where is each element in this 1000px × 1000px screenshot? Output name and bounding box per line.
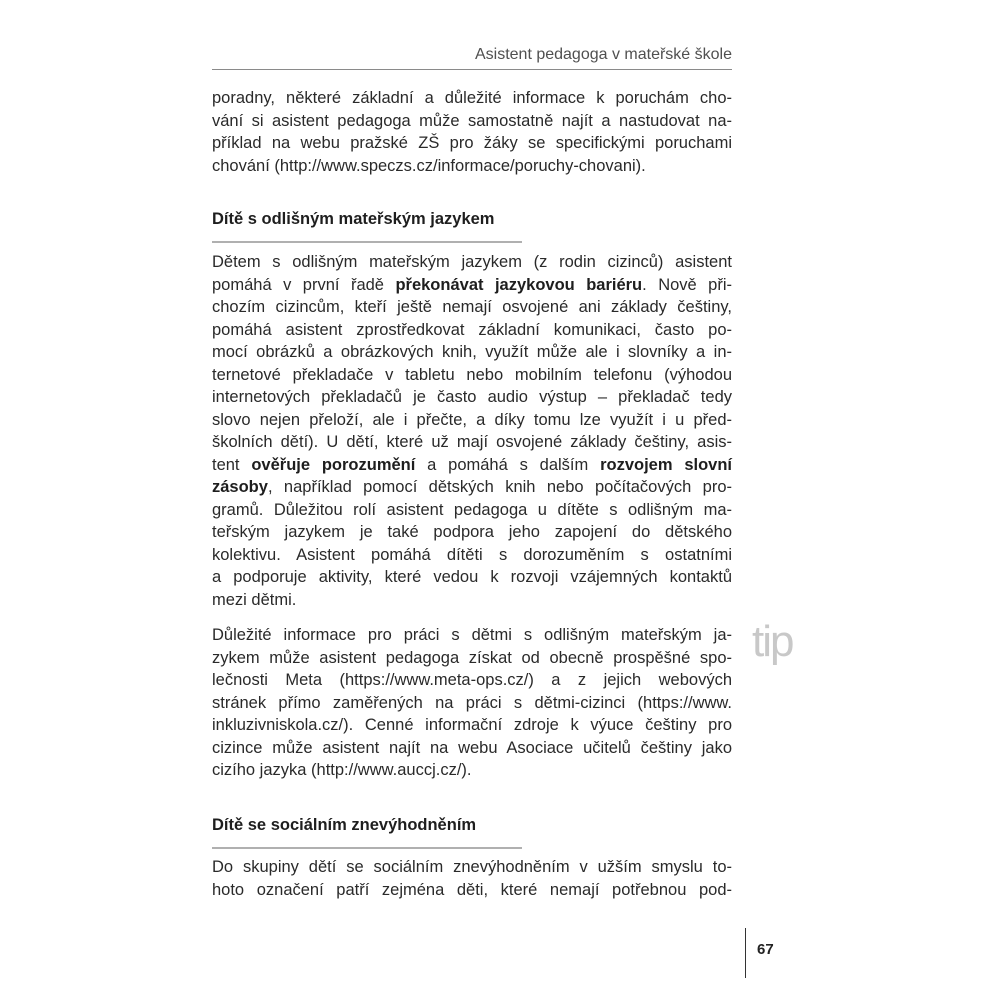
text-line: inkluzivniskola.cz/). Cenné informační zdroje k výuce češtiny pro [212,716,732,734]
text-line: cizince může asistent najít na webu Asociace učitelů češtiny jako [212,738,732,757]
text-line: gramů. Důležitou rolí asistent pedagoga u dítěte s odlišným ma- [212,500,732,519]
header-rule [212,69,732,70]
text-line: internetových překladačů je často audio výstup – překladač tedy [212,388,732,406]
text-line: zykem může asistent pedagoga získat od obecně prospěšné spo- [212,648,732,667]
text-segment: , například pomocí dětských knih nebo počítačových pro- [267,478,732,496]
text-segment: . Nově při- [642,275,733,294]
emphasis-text: překonávat jazykovou bariéru [395,275,643,294]
text-line [212,476,732,499]
text-line: Dětem s odlišným mateřským jazykem (z rodin cizinců) asistent [212,253,732,271]
paragraph [212,624,732,782]
heading-underline [212,241,522,243]
text-line: lečnosti Meta (https://www.meta-ops.cz/) a z jejich webových [212,671,732,689]
emphasis-text: rozvojem slovní [600,455,733,474]
text-line [212,274,732,297]
running-title: Asistent pedagoga v mateřské škole [474,46,732,63]
emphasis-text: ověřuje porozumění [251,455,416,474]
text-line: příklad na webu pražské ZŠ pro žáky se specifickými poruchami [212,134,732,152]
text-line: kolektivu. Asistent pomáhá dítěti s dorozuměním s ostatními [212,545,732,564]
text-segment: pomáhá v první řadě [212,275,396,294]
text-line: mocí obrázků a obrázkových knih, využít může ale i slovníky a in- [212,343,732,361]
text-line: hoto označení patří zejména děti, které nemají potřebnou pod- [212,880,732,899]
text-line: teřským jazykem je také podpora jeho zapojení do dětského [212,523,732,541]
text-line [212,454,732,477]
text-line: a podporuje aktivity, které vedou k rozvoji vzájemných kontaktů [212,568,732,586]
emphasis-text: zásoby [212,478,268,496]
heading-underline [212,847,522,849]
tip-margin-label: tip [752,617,793,666]
text-line: ternetové překladače v tabletu nebo mobilním telefonu (výhodou [212,365,732,384]
text-line: pomáhá asistent zprostředkovat základní komunikaci, často po- [212,320,732,339]
text-segment: tent [212,455,252,474]
text-line: vání si asistent pedagoga může samostatně najít a nastudovat na- [212,111,732,130]
paragraph [212,856,732,901]
text-segment: a pomáhá s dalším [415,455,601,474]
page-number-divider [745,928,746,978]
paragraph [212,251,732,611]
text-line: stránek přímo zaměřených na práci s dětmi-cizinci (https://www. [212,693,732,712]
text-line: Do skupiny dětí se sociálním znevýhodněním v užším smyslu to- [212,858,732,876]
paragraph-intro [212,87,732,177]
text-line: slovo nejen přeloží, ale i přečte, a díky tomu lze využít i u před- [212,410,732,429]
text-line: chování (http://www.speczs.cz/informace/poruchy-chovani). [212,156,646,175]
text-line: Důležité informace pro práci s dětmi s odlišným mateřským ja- [212,626,732,644]
section-heading: Dítě se sociálním znevýhodněním [212,816,477,834]
section-heading: Dítě s odlišným mateřským jazykem [212,210,495,228]
text-line: poradny, některé základní a důležité informace k poruchám cho- [212,89,732,107]
text-line: mezi dětmi. [212,590,297,609]
page-number: 67 [757,941,774,958]
text-line: chozím cizincům, kteří ještě nemají osvojené ani základy češtiny, [212,298,732,316]
text-line: cizího jazyka (http://www.auccj.cz/). [212,761,472,779]
text-line: školních dětí). U dětí, které už mají osvojené základy češtiny, asis- [212,433,732,451]
